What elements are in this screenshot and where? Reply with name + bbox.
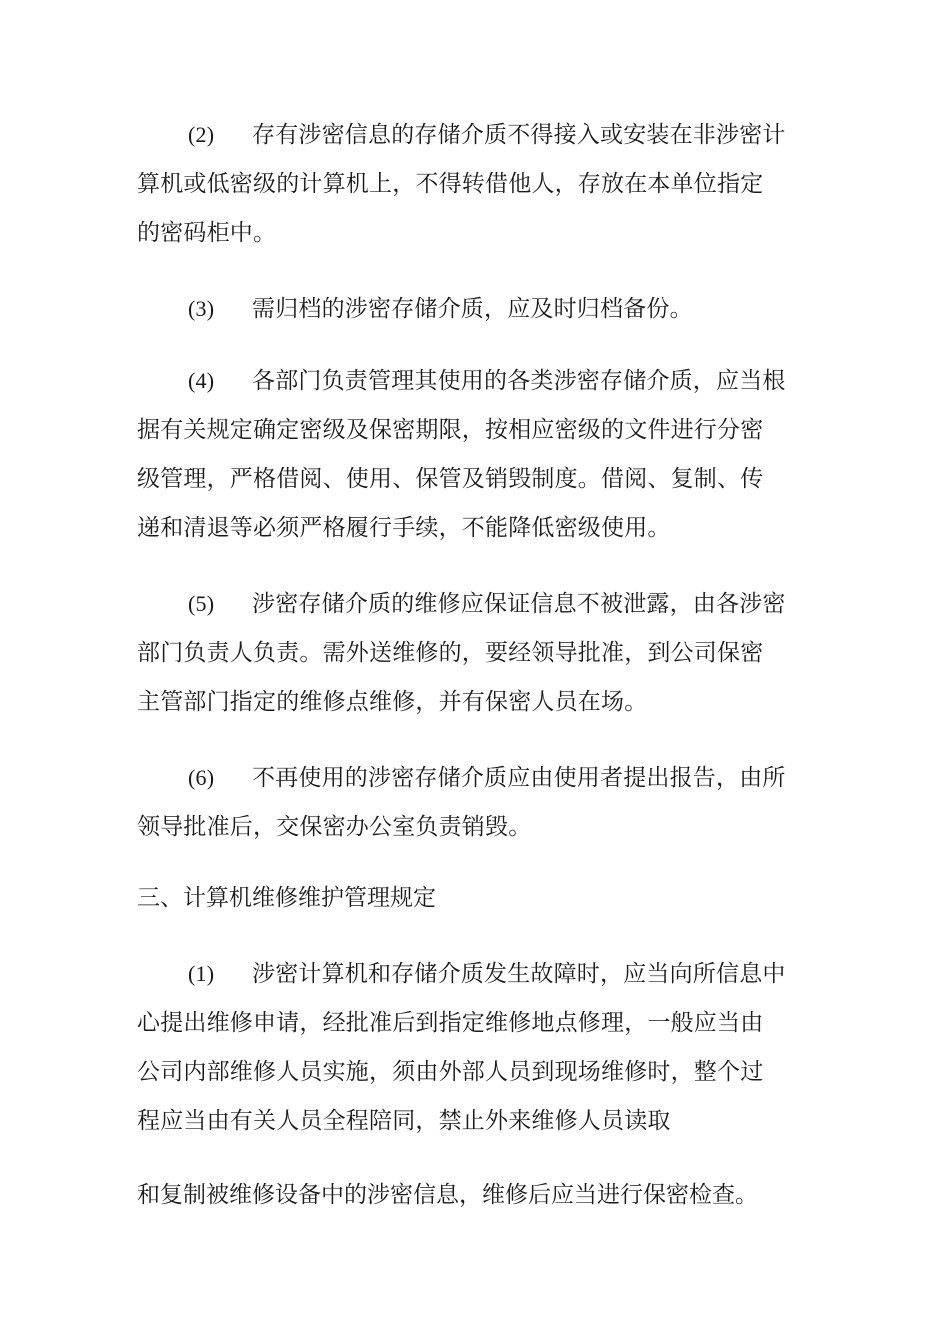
paragraph-line: 部门负责人负责。需外送维修的，要经领导批准，到公司保密 xyxy=(137,640,764,666)
item-number: (5) xyxy=(188,591,215,616)
list-item xyxy=(137,579,817,727)
paragraph-line: 各部门负责管理其使用的各类涉密存储介质，应当根 xyxy=(252,368,786,394)
paragraph-line: 公司内部维修人员实施，须由外部人员到现场维修时，整个过 xyxy=(137,1059,764,1085)
paragraph-line: 需归档的涉密存储介质，应及时归档备份。 xyxy=(252,296,693,322)
paragraph-line: 的密码柜中。 xyxy=(137,220,277,246)
paragraph-line: 涉密存储介质的维修应保证信息不被泄露，由各涉密 xyxy=(252,591,786,617)
paragraph-line: 存有涉密信息的存储介质不得接入或安装在非涉密计 xyxy=(252,122,786,148)
item-number: (6) xyxy=(188,765,215,790)
paragraph-line: 递和清退等必须严格履行手续，不能降低密级使用。 xyxy=(137,515,671,541)
list-item xyxy=(137,284,817,334)
paragraph-line: 级管理，严格借阅、使用、保管及销毁制度。借阅、复制、传 xyxy=(137,466,764,492)
paragraph-line: 据有关规定确定密级及保密期限，按相应密级的文件进行分密 xyxy=(137,417,764,443)
item-number: (1) xyxy=(188,961,215,986)
paragraph-line: 不再使用的涉密存储介质应由使用者提出报告，由所 xyxy=(252,765,786,791)
list-item xyxy=(137,949,817,1146)
list-item xyxy=(137,110,817,258)
list-item xyxy=(137,356,817,553)
paragraph-continuation: 和复制被维修设备中的涉密信息，维修后应当进行保密检查。 xyxy=(137,1182,758,1208)
paragraph-line: 涉密计算机和存储介质发生故障时，应当向所信息中 xyxy=(252,961,786,987)
list-item xyxy=(137,753,817,852)
paragraph-line: 算机或低密级的计算机上，不得转借他人，存放在本单位指定 xyxy=(137,171,764,197)
item-number: (4) xyxy=(188,368,215,393)
item-number: (2) xyxy=(188,122,215,147)
paragraph-line: 主管部门指定的维修点维修，并有保密人员在场。 xyxy=(137,689,648,715)
paragraph-line: 心提出维修申请，经批准后到指定维修地点修理，一般应当由 xyxy=(137,1010,764,1036)
section-heading: 三、计算机维修维护管理规定 xyxy=(137,885,436,911)
paragraph-line: 程应当由有关人员全程陪同，禁止外来维修人员读取 xyxy=(137,1108,671,1134)
item-number: (3) xyxy=(188,296,215,321)
paragraph-line: 领导批准后，交保密办公室负责销毁。 xyxy=(137,814,532,840)
